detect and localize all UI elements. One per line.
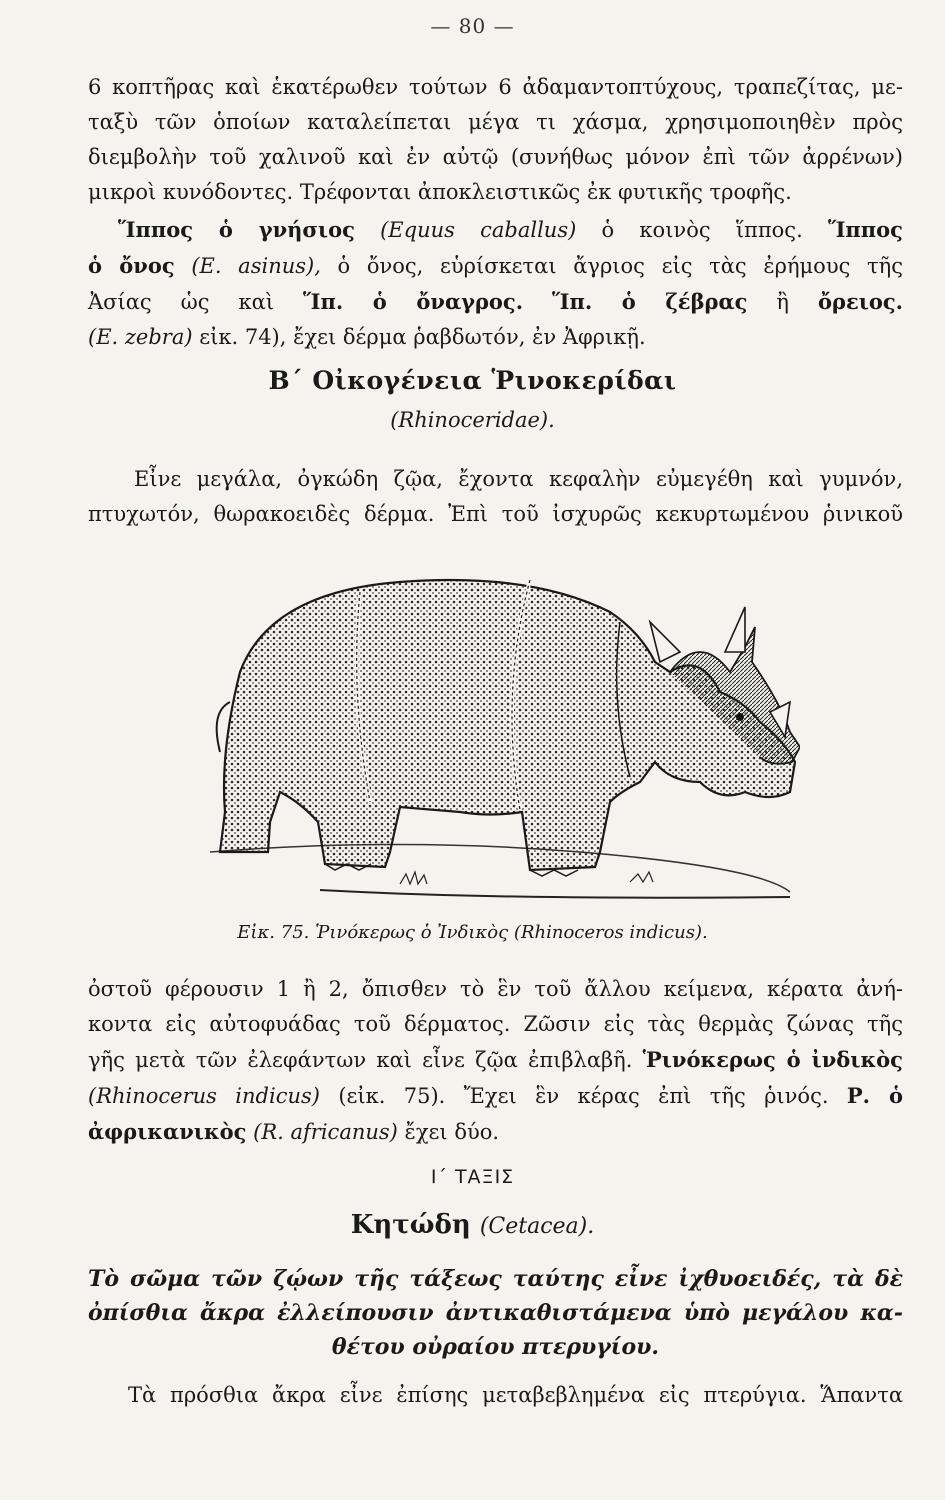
text-fragment: ἔχει δύο. xyxy=(404,1120,500,1144)
text-fragment: Ἀσίας ὡς καὶ xyxy=(88,290,275,314)
species-name: Ἵππος xyxy=(827,217,903,242)
text-fragment: ἢ xyxy=(776,290,789,314)
species-name: Ῥινόκερως ὁ ἰνδικὸς xyxy=(642,1047,903,1072)
latin-name: (Rhinocerus indicus) xyxy=(88,1084,320,1108)
order-definition xyxy=(88,1262,903,1364)
section-subtitle: (Rhinoceridae). xyxy=(390,408,555,432)
paragraph-last xyxy=(88,1378,903,1413)
text-fragment: ὁ ὄνος, εὑρίσκεται ἄγριος εἰς τὰς ἐρήμους τῆς xyxy=(337,254,903,278)
figure-caption xyxy=(0,922,945,943)
latin-name: (E. asinus), xyxy=(191,254,321,278)
text-line: διεμβολὴν τοῦ χαλινοῦ καὶ ἐν αὐτῷ (συνήθως μόνον ἐπὶ τῶν ἀρρένων) xyxy=(88,145,903,169)
species-name: ὄρειος. xyxy=(817,289,903,314)
species-name: ὁ ὄνος xyxy=(88,253,175,278)
text-line xyxy=(88,248,903,284)
species-name: Ἵππος ὁ γνήσιος xyxy=(118,217,355,242)
order-name: Κητώδη xyxy=(350,1210,471,1240)
latin-name: (R. africanus) xyxy=(253,1120,398,1144)
text-line xyxy=(88,320,903,355)
text-line: θέτου οὐραίου πτερυγίου. xyxy=(331,1334,660,1360)
section-title: Β΄ Οἰκογένεια Ῥινοκερίδαι xyxy=(268,366,677,395)
text-line: ὀστοῦ φέρουσιν 1 ἢ 2, ὄπισθεν τὸ ἓν τοῦ ἄλλου κείμενα, κέρατα ἀνή- xyxy=(88,977,903,1001)
species-name: ἀφρικανικὸς xyxy=(88,1119,247,1144)
text-line: κοντα εἰς αὐτοφυάδας τοῦ δέρματος. Ζῶσιν εἰς τὰς θερμὰς ζώνας τῆς xyxy=(88,1012,903,1036)
species-name: Ρ. ὁ xyxy=(846,1083,903,1108)
text-fragment: γῆς μετὰ τῶν ἐλεφάντων καὶ εἶνε ζῷα ἐπιβλαβῆ. xyxy=(88,1048,633,1072)
text-line xyxy=(88,284,903,320)
caption-latin: (Rhinoceros indicus). xyxy=(513,922,708,943)
text-line xyxy=(88,1114,903,1150)
text-line: ταξὺ τῶν ὁποίων καταλείπεται μέγα τι χάσμα, χρησιμοποιηθὲν πρὸς xyxy=(88,110,903,134)
paragraph-horse-species xyxy=(88,212,903,355)
species-name: Ἵπ. ὁ ὄναγρος. xyxy=(303,289,524,314)
text-fragment: ὁ κοινὸς ἵππος. xyxy=(601,218,803,242)
text-line: ὀπίσθια ἄκρα ἐλλείπουσιν ἀντικαθιστάμενα ὑπὸ μεγάλου κα- xyxy=(88,1300,903,1326)
order-label: Ι΄ ΤΑΞΙΣ xyxy=(430,1166,515,1188)
text-fragment: εἰκ. 74), ἔχει δέρμα ῥαβδωτόν, ἐν Ἀφρικῇ. xyxy=(199,325,646,349)
text-line: Τὸ σῶμα τῶν ζῴων τῆς τάξεως ταύτης εἶνε ἰχθυοειδές, τὰ δὲ xyxy=(88,1266,903,1292)
latin-name: (E. zebra) xyxy=(88,325,193,349)
text-line: 6 κοπτῆρας καὶ ἑκατέρωθεν τούτων 6 ἀδαμαντοπτύχους, τραπεζίτας, με- xyxy=(88,75,903,99)
paragraph-rhino-intro xyxy=(88,462,903,532)
order-title xyxy=(0,1210,945,1240)
caption-label: Εἰκ. 75. xyxy=(237,922,310,943)
page-number: — 80 — xyxy=(430,14,515,38)
caption-name: Ῥινόκερως ὁ Ἰνδικὸς xyxy=(315,922,509,943)
species-name: Ἵπ. ὁ ζέβρας xyxy=(552,289,748,314)
paragraph-horse-teeth xyxy=(88,70,903,210)
text-line: μικροὶ κυνόδοντες. Τρέφονται ἀποκλειστικῶς ἐκ φυτικῆς τροφῆς. xyxy=(88,180,792,204)
latin-name: (Equus caballus) xyxy=(380,218,577,242)
text-line: Τὰ πρόσθια ἄκρα εἶνε ἐπίσης μεταβεβλημένα εἰς πτερύγια. Ἅπαντα xyxy=(128,1383,903,1407)
paragraph-rhino-horns xyxy=(88,972,903,1150)
text-line xyxy=(88,1078,903,1114)
text-line: Εἶνε μεγάλα, ὀγκώδη ζῷα, ἔχοντα κεφαλὴν εὐμεγέθη καὶ γυμνόν, xyxy=(134,467,903,491)
text-line xyxy=(88,1042,903,1078)
text-fragment: (εἰκ. 75). Ἔχει ἓν κέρας ἐπὶ τῆς ῥινός. xyxy=(338,1084,829,1108)
text-line: πτυχωτόν, θωρακοειδὲς δέρμα. Ἐπὶ τοῦ ἰσχυρῶς κεκυρτωμένου ῥινικοῦ xyxy=(88,502,903,526)
rhinoceros-illustration xyxy=(200,552,800,912)
order-latin: (Cetacea). xyxy=(479,1214,595,1239)
text-line xyxy=(88,212,903,248)
